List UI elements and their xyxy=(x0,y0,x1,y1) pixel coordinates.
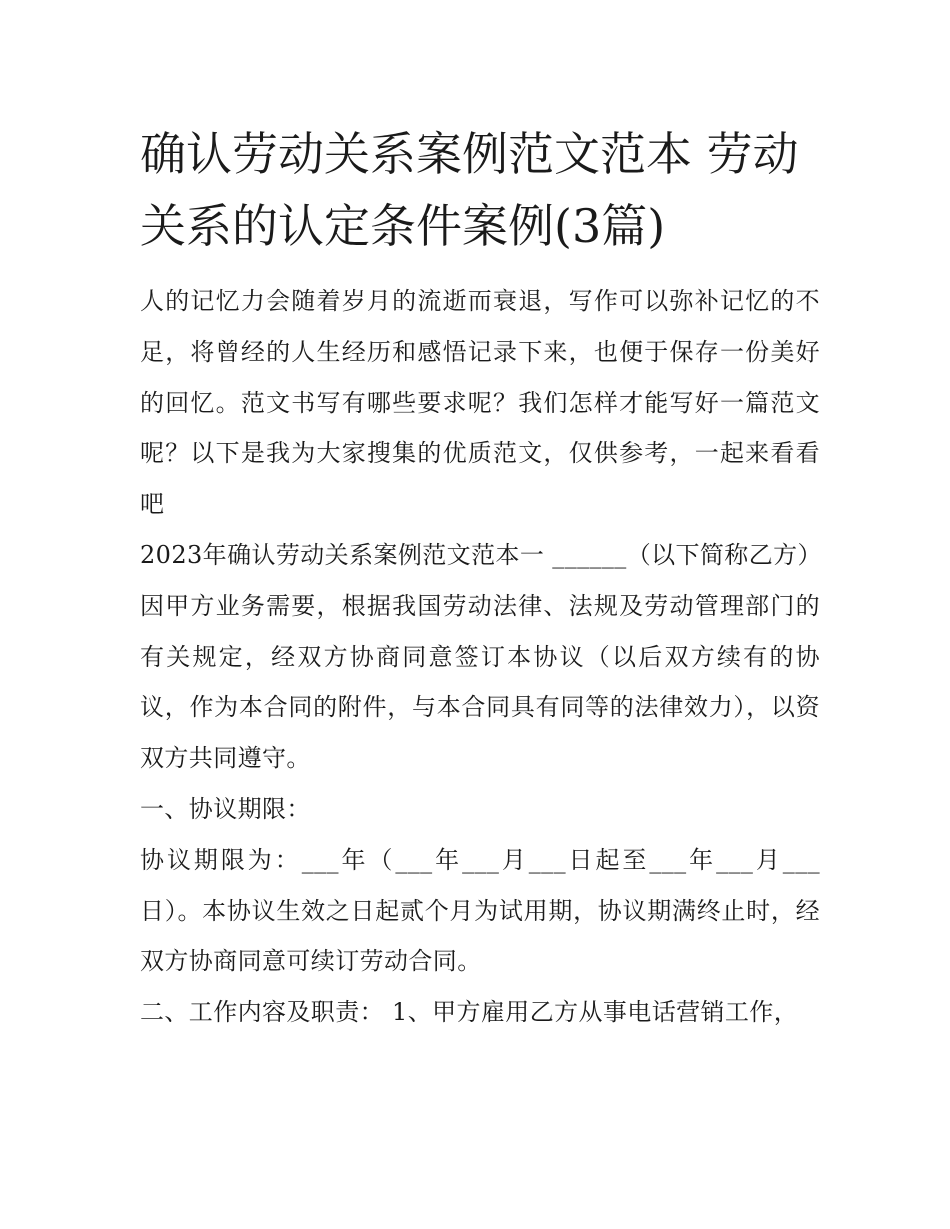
document-page xyxy=(140,118,820,1038)
section-heading-term: 一、协议期限： xyxy=(140,794,311,823)
term-paragraph: 协议期限为：___年（___年___月___日起至___年___月___日）。本协议生效之日起贰个月为试用期，协议期满终止时，经双方协商同意可续订劳动合同。 xyxy=(140,845,820,976)
intro-paragraph: 人的记忆力会随着岁月的流逝而衰退，写作可以弥补记忆的不足，将曾经的人生经历和感悟记录下来，也便于保存一份美好的回忆。范文书写有哪些要求呢？我们怎样才能写好一篇范文呢？以下是我为大家搜集的优质范文，仅供参考，一起来看看吧 xyxy=(140,287,820,519)
document-body xyxy=(140,276,820,1038)
preamble-paragraph: 因甲方业务需要，根据我国劳动法律、法规及劳动管理部门的有关规定，经双方协商同意签订本协议（以后双方续有的协议，作为本合同的附件，与本合同具有同等的法律效力），以资双方共同遵守。 xyxy=(140,591,820,773)
sample-heading: 2023年确认劳动关系案例范文范本一 ______（以下简称乙方） xyxy=(140,540,822,569)
section-heading-duties: 二、工作内容及职责： 1、甲方雇用乙方从事电话营销工作， xyxy=(140,998,799,1027)
document-title: 确认劳动关系案例范文范本 劳动关系的认定条件案例(3篇) xyxy=(140,127,799,253)
